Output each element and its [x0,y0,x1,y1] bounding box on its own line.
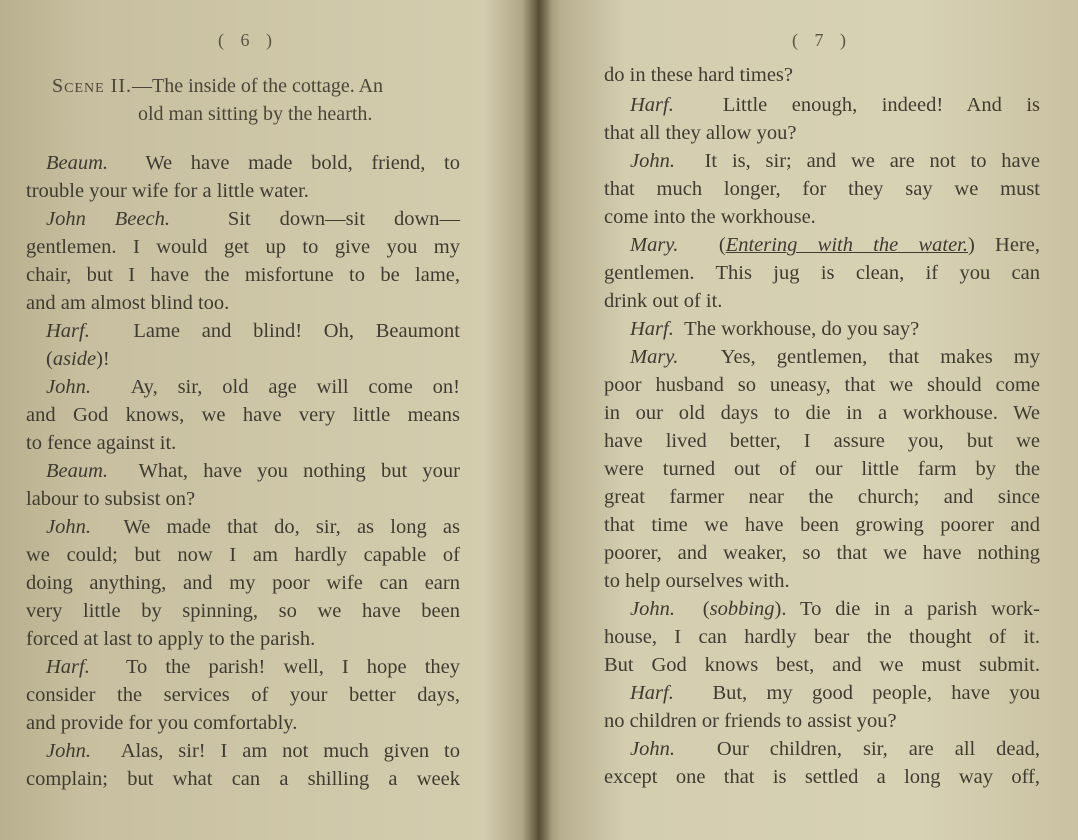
text-line [604,542,1040,565]
speaker-name: Beaum. [46,460,109,482]
text-line [630,150,1040,173]
line-text: Our children, sir, are all dead, [716,738,1040,760]
line-text: come into the workhouse. [604,206,816,228]
text-line [26,488,195,511]
text-line [630,234,1040,257]
line-text: We have made bold, friend, to [145,152,460,174]
scene-heading-text: old man sitting by the hearth. [138,103,373,125]
line-text: to fence against it. [26,432,177,454]
line-text: and God knows, we have very little means [26,404,460,426]
text-line [26,684,460,707]
text-line [46,740,460,763]
page-number: ( 6 ) [218,30,278,50]
text-line [604,654,1040,677]
line-text: Sit down—sit down— [227,208,460,230]
left-page [0,0,528,840]
text-line [26,544,460,567]
line-text: But God knows best, and we must submit. [604,654,1040,676]
line-text: complain; but what can a shilling a week [26,768,460,790]
stage-direction: Entering with the water. [725,234,968,256]
line-text: What, have you nothing but your [138,460,460,482]
line-text: that time we have been growing poorer and [604,514,1040,536]
line-text: But, my good people, have you [712,682,1041,704]
text-line [46,516,460,539]
text-line [26,292,229,315]
line-text: We made that do, sir, as long as [123,516,461,538]
text-line [604,262,1040,285]
line-text: gentlemen. I would get up to give you my [26,236,460,258]
line-text: we could; but now I am hardly capable of [26,544,460,566]
line-text: and am almost blind too. [26,292,230,314]
line-text: forced at last to apply to the parish. [26,628,316,650]
speaker-name: Harf. [630,318,674,340]
stage-direction: aside [52,348,97,370]
line-text: trouble your wife for a little water. [26,180,309,202]
text-line [26,628,315,651]
line-text: chair, but I have the misfortune to be lame, [26,264,460,286]
text-line [46,460,460,483]
text-line [26,768,460,791]
speaker-name: John. [630,150,675,172]
text-line [630,346,1040,369]
text-line [630,598,1040,621]
line-text: great farmer near the church; and since [604,486,1040,508]
text-line [604,514,1040,537]
line-text: labour to subsist on? [26,488,196,510]
speaker-name: Harf. [46,656,90,678]
line-text: were turned out of our little farm by the [604,458,1040,480]
line-text: )! [96,348,110,370]
scene-label: Scene II. [52,75,132,97]
line-text: that all they allow you? [604,122,797,144]
line-text: do in these hard times? [604,64,794,86]
text-line [26,432,176,455]
stage-paren: ( [702,598,710,620]
line-text: except one that is settled a long way off, [604,766,1040,788]
text-line [604,486,1040,509]
text-line [46,348,110,371]
stage-paren: ( [46,348,53,370]
text-line [604,206,816,229]
speaker-name: Mary. [630,234,679,256]
text-line [604,458,1040,481]
line-text: Yes, gentlemen, that makes my [720,346,1040,368]
text-line [604,710,897,733]
speaker-name: Harf. [630,94,674,116]
line-text: to help ourselves with. [604,570,790,592]
text-line [46,320,460,343]
text-line [630,738,1040,761]
text-line [26,264,460,287]
line-text: ). To die in a parish work- [774,598,1040,620]
text-line [630,318,919,341]
text-line [604,290,722,313]
right-page [548,0,1078,840]
speaker-name: Mary. [630,346,679,368]
text-line [46,208,460,231]
line-text: in our old days to die in a workhouse. We [604,402,1040,424]
text-line [26,600,460,623]
speaker-name: John. [630,738,675,760]
line-text: no children or friends to assist you? [604,710,897,732]
line-text: very little by spinning, so we have been [26,600,460,622]
text-line [630,682,1040,705]
text-line [630,94,1040,117]
line-text: poor husband so uneasy, that we should come [604,374,1040,396]
speaker-name: John. [46,516,91,538]
speaker-name: John Beech. [46,208,170,230]
text-line [604,374,1040,397]
text-line [604,570,790,593]
scene-heading-text: —The inside of the cottage. An [132,75,384,97]
text-line [26,236,460,259]
text-line [604,430,1040,453]
text-line [604,402,1040,425]
line-text: drink out of it. [604,290,723,312]
page-number: ( 7 ) [792,30,852,50]
text-line [604,64,793,87]
line-text: ) Here, [968,234,1041,256]
speaker-name: John. [46,740,91,762]
stage-direction: sobbing [709,598,775,620]
scene-heading [52,72,472,128]
speaker-name: John. [46,376,91,398]
line-text: and provide for you comfortably. [26,712,298,734]
line-text: consider the services of your better days, [26,684,460,706]
speaker-name: Harf. [630,682,674,704]
text-line [26,572,460,595]
text-line [604,122,796,145]
text-line [26,404,460,427]
text-line [46,656,460,679]
speaker-name: Beaum. [46,152,109,174]
stage-paren: ( [718,234,726,256]
line-text: Little enough, indeed! And is [722,94,1040,116]
line-text: To the parish! well, I hope they [125,656,460,678]
line-text: Alas, sir! I am not much given to [120,740,460,762]
line-text: gentlemen. This jug is clean, if you can [604,262,1040,284]
line-text: have lived better, I assure you, but we [604,430,1040,452]
line-text: poorer, and weaker, so that we have nothing [604,542,1040,564]
line-text: Ay, sir, old age will come on! [130,376,460,398]
speaker-name: John. [630,598,675,620]
speaker-name: Harf. [46,320,90,342]
text-line [604,766,1040,789]
line-text: The workhouse, do you say? [684,318,920,340]
text-line [46,376,460,399]
text-line [46,152,460,175]
text-line [26,712,297,735]
line-text: doing anything, and my poor wife can earn [26,572,460,594]
line-text: It is, sir; and we are not to have [704,150,1040,172]
line-text: house, I can hardly bear the thought of it. [604,626,1040,648]
text-line [26,180,309,203]
line-text: that much longer, for they say we must [604,178,1040,200]
line-text: Lame and blind! Oh, Beaumont [133,320,460,342]
text-line [604,626,1040,649]
text-line [604,178,1040,201]
